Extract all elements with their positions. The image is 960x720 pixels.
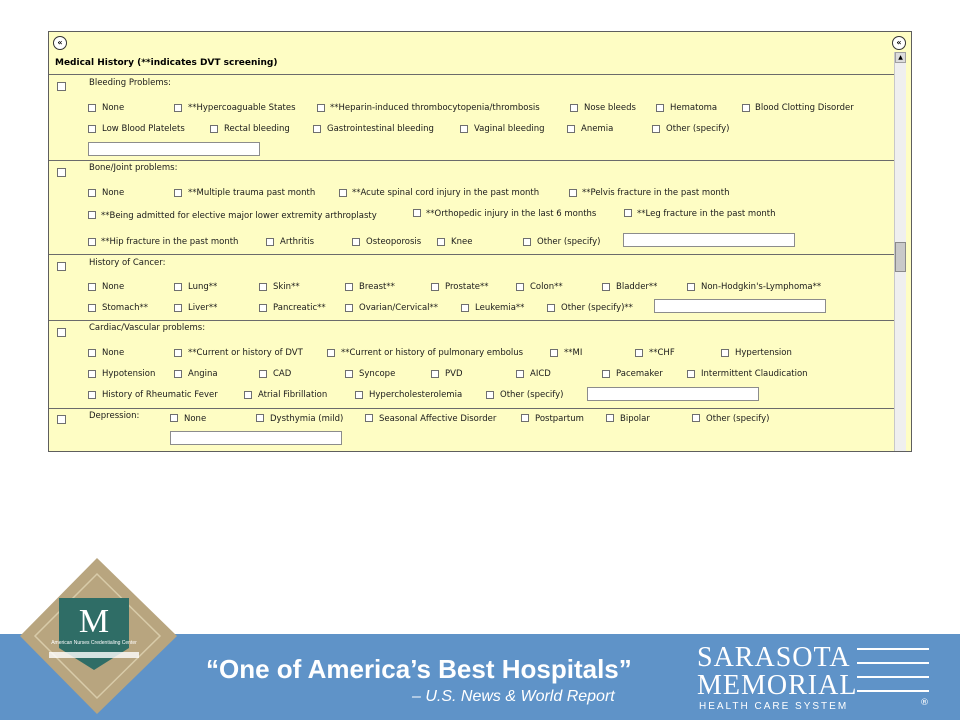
option-label: Atrial Fibrillation — [258, 390, 328, 400]
option-label: **Current or history of DVT — [188, 348, 303, 358]
option-label: Blood Clotting Disorder — [755, 103, 854, 113]
option-checkbox[interactable] — [317, 104, 325, 112]
collapse-left-icon[interactable]: « — [53, 36, 67, 50]
option-checkbox[interactable] — [461, 304, 469, 312]
option-checkbox[interactable] — [88, 238, 96, 246]
option-label: PVD — [445, 369, 463, 379]
option-label: Bladder** — [616, 282, 658, 292]
option-checkbox[interactable] — [88, 125, 96, 133]
option-label: Intermittent Claudication — [701, 369, 808, 379]
brand-rule — [857, 690, 929, 692]
option-checkbox[interactable] — [345, 304, 353, 312]
option-label: None — [184, 414, 207, 424]
option-label: Gastrointestinal bleeding — [327, 124, 434, 134]
ancc-magnet-badge-logo — [20, 556, 180, 716]
section-checkbox-bone-joint[interactable] — [57, 168, 66, 177]
section-title-bleeding: Bleeding Problems: — [89, 78, 171, 88]
option-label: Osteoporosis — [366, 237, 422, 247]
option-label: Dysthymia (mild) — [270, 414, 344, 424]
option-label: Other (specify) — [666, 124, 730, 134]
option-label: Leukemia** — [475, 303, 525, 313]
option-label: AICD — [530, 369, 551, 379]
section-title-cardiac: Cardiac/Vascular problems: — [89, 323, 206, 333]
option-checkbox[interactable] — [170, 414, 178, 422]
option-label: Breast** — [359, 282, 395, 292]
option-checkbox[interactable] — [431, 370, 439, 378]
option-checkbox[interactable] — [88, 211, 96, 219]
option-label: Anemia — [581, 124, 614, 134]
option-label: Pancreatic** — [273, 303, 326, 313]
option-label: Knee — [451, 237, 473, 247]
option-checkbox[interactable] — [327, 349, 335, 357]
option-checkbox[interactable] — [570, 104, 578, 112]
option-label: Other (specify)** — [561, 303, 633, 313]
option-checkbox[interactable] — [352, 238, 360, 246]
option-label: History of Rheumatic Fever — [102, 390, 218, 400]
option-checkbox[interactable] — [88, 283, 96, 291]
option-label: **CHF — [649, 348, 675, 358]
option-checkbox[interactable] — [88, 391, 96, 399]
option-checkbox[interactable] — [692, 414, 700, 422]
option-label: **Multiple trauma past month — [188, 188, 316, 198]
option-label: Prostate** — [445, 282, 489, 292]
option-label: Other (specify) — [537, 237, 601, 247]
option-checkbox[interactable] — [687, 370, 695, 378]
option-label: Bipolar — [620, 414, 650, 424]
section-checkbox-cardiac[interactable] — [57, 328, 66, 337]
option-checkbox[interactable] — [652, 125, 660, 133]
option-checkbox[interactable] — [313, 125, 321, 133]
vertical-scrollbar[interactable] — [894, 52, 906, 452]
option-checkbox[interactable] — [88, 189, 96, 197]
option-label: Non-Hodgkin's-Lymphoma** — [701, 282, 822, 292]
option-checkbox[interactable] — [88, 349, 96, 357]
option-checkbox[interactable] — [516, 370, 524, 378]
option-label: None — [102, 348, 125, 358]
section-title-depression: Depression: — [89, 411, 140, 421]
option-label: Other (specify) — [500, 390, 564, 400]
section-divider — [49, 320, 894, 321]
option-checkbox[interactable] — [259, 283, 267, 291]
option-checkbox[interactable] — [345, 283, 353, 291]
option-label: None — [102, 188, 125, 198]
section-title-cancer: History of Cancer: — [89, 258, 166, 268]
option-checkbox[interactable] — [259, 370, 267, 378]
option-label: Skin** — [273, 282, 300, 292]
option-label: **MI — [564, 348, 583, 358]
option-label: Postpartum — [535, 414, 584, 424]
option-label: Low Blood Platelets — [102, 124, 185, 134]
section-title-bone-joint: Bone/Joint problems: — [89, 163, 178, 173]
section-divider — [49, 408, 894, 409]
option-checkbox[interactable] — [244, 391, 252, 399]
option-label: Rectal bleeding — [224, 124, 290, 134]
option-checkbox[interactable] — [174, 370, 182, 378]
option-checkbox[interactable] — [550, 349, 558, 357]
option-checkbox[interactable] — [635, 349, 643, 357]
option-checkbox[interactable] — [656, 104, 664, 112]
option-checkbox[interactable] — [567, 125, 575, 133]
option-checkbox[interactable] — [687, 283, 695, 291]
option-checkbox[interactable] — [256, 414, 264, 422]
option-checkbox[interactable] — [174, 104, 182, 112]
registered-mark: ® — [920, 698, 929, 708]
option-label: Seasonal Affective Disorder — [379, 414, 497, 424]
option-checkbox[interactable] — [602, 370, 610, 378]
option-label: **Pelvis fracture in the past month — [582, 188, 730, 198]
option-checkbox[interactable] — [602, 283, 610, 291]
option-label: None — [102, 282, 125, 292]
option-checkbox[interactable] — [413, 209, 421, 217]
option-label: Lung** — [188, 282, 218, 292]
option-label: Ovarian/Cervical** — [359, 303, 439, 313]
option-label: **Current or history of pulmonary embolus — [341, 348, 524, 358]
option-label: Angina — [188, 369, 218, 379]
option-label: Hematoma — [670, 103, 718, 113]
option-checkbox[interactable] — [266, 238, 274, 246]
badge-text: American Nurses Credentialing Center — [51, 640, 137, 646]
collapse-right-icon[interactable]: « — [892, 36, 906, 50]
option-checkbox[interactable] — [365, 414, 373, 422]
section-divider — [49, 254, 894, 255]
other-specify-input-cancer[interactable] — [654, 299, 826, 313]
option-label: **Being admitted for elective major lower extremity arthroplasty — [101, 211, 377, 221]
option-label: Colon** — [530, 282, 563, 292]
option-label: **Acute spinal cord injury in the past month — [352, 188, 540, 198]
option-checkbox[interactable] — [437, 238, 445, 246]
tagline-source: – U.S. News & World Report — [412, 688, 615, 705]
scroll-up-arrow-icon[interactable]: ▲ — [895, 52, 906, 63]
option-label: **Leg fracture in the past month — [637, 209, 776, 219]
option-label: **Heparin-induced thrombocytopenia/thrombosis — [330, 103, 540, 113]
option-checkbox[interactable] — [174, 189, 182, 197]
scroll-thumb[interactable] — [895, 242, 906, 272]
option-checkbox[interactable] — [355, 391, 363, 399]
option-label: Vaginal bleeding — [474, 124, 545, 134]
option-checkbox[interactable] — [547, 304, 555, 312]
option-checkbox[interactable] — [721, 349, 729, 357]
option-label: None — [102, 103, 125, 113]
option-checkbox[interactable] — [606, 414, 614, 422]
form-title: Medical History (**indicates DVT screening) — [55, 58, 278, 68]
brand-subtitle: HEALTH CARE SYSTEM — [699, 701, 849, 712]
option-label: Hypertension — [735, 348, 792, 358]
option-checkbox[interactable] — [516, 283, 524, 291]
option-label: **Hip fracture in the past month — [101, 237, 239, 247]
option-checkbox[interactable] — [486, 391, 494, 399]
brand-rule — [857, 676, 929, 678]
badge-letter: M — [78, 603, 110, 640]
option-checkbox[interactable] — [174, 283, 182, 291]
option-checkbox[interactable] — [174, 304, 182, 312]
tagline: “One of America’s Best Hospitals” — [206, 654, 632, 684]
option-checkbox[interactable] — [569, 189, 577, 197]
other-specify-input-cardiac[interactable] — [587, 387, 759, 401]
option-label: Liver** — [188, 303, 218, 313]
medical-history-form — [48, 31, 912, 452]
option-label: Hypotension — [102, 369, 156, 379]
option-checkbox[interactable] — [174, 349, 182, 357]
other-specify-input-depression[interactable] — [170, 431, 342, 445]
option-label: Hypercholesterolemia — [369, 390, 463, 400]
option-checkbox[interactable] — [742, 104, 750, 112]
brand-name-line1: SARASOTA — [697, 642, 851, 673]
option-checkbox[interactable] — [88, 304, 96, 312]
option-checkbox[interactable] — [431, 283, 439, 291]
brand-rule — [857, 662, 929, 664]
option-label: Syncope — [359, 369, 396, 379]
brand-rule — [857, 648, 929, 650]
option-checkbox[interactable] — [521, 414, 529, 422]
option-checkbox[interactable] — [88, 104, 96, 112]
section-divider — [49, 160, 894, 161]
brand-name-line2: MEMORIAL — [697, 670, 858, 701]
option-checkbox[interactable] — [88, 370, 96, 378]
section-checkbox-bleeding[interactable] — [57, 82, 66, 91]
other-specify-input-bone-joint[interactable] — [623, 233, 795, 247]
option-label: **Hypercoaguable States — [188, 103, 296, 113]
option-checkbox[interactable] — [339, 189, 347, 197]
option-label: Stomach** — [102, 303, 148, 313]
other-specify-input-bleeding[interactable] — [88, 142, 260, 156]
option-label: CAD — [273, 369, 292, 379]
option-label: Other (specify) — [706, 414, 770, 424]
option-checkbox[interactable] — [624, 209, 632, 217]
option-checkbox[interactable] — [259, 304, 267, 312]
option-checkbox[interactable] — [210, 125, 218, 133]
option-label: Arthritis — [280, 237, 315, 247]
option-checkbox[interactable] — [523, 238, 531, 246]
section-checkbox-depression[interactable] — [57, 415, 66, 424]
section-divider — [49, 74, 894, 75]
option-label: **Orthopedic injury in the last 6 months — [426, 209, 597, 219]
option-label: Nose bleeds — [584, 103, 636, 113]
option-checkbox[interactable] — [345, 370, 353, 378]
section-checkbox-cancer[interactable] — [57, 262, 66, 271]
option-checkbox[interactable] — [460, 125, 468, 133]
option-label: Pacemaker — [616, 369, 663, 379]
